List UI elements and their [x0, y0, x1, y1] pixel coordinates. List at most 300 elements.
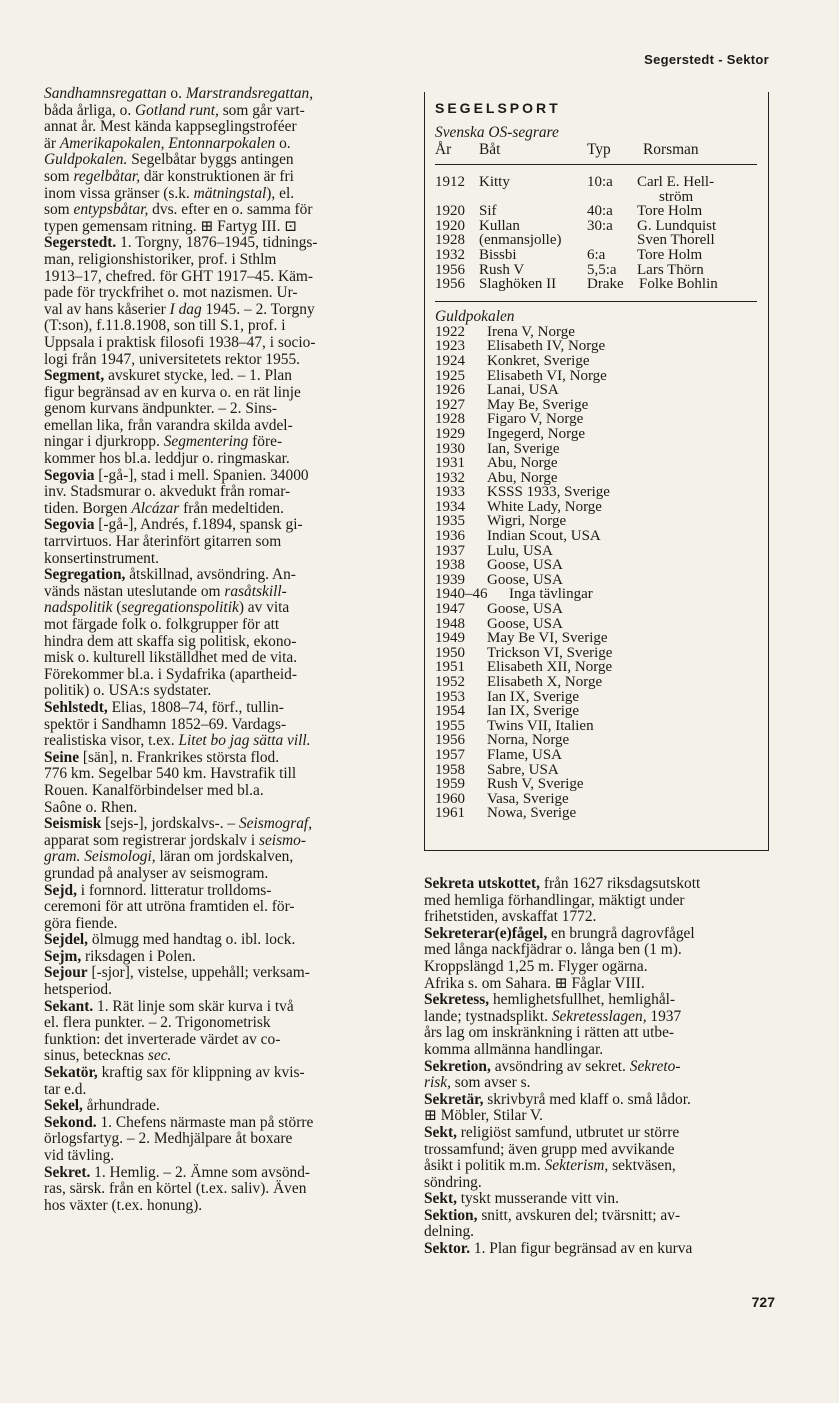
os-year-cell: 1956 [435, 261, 465, 278]
table-row [435, 354, 757, 369]
entry-text: läran om jordskalven, [155, 848, 294, 866]
gp-year-cell: 1957 [435, 746, 465, 763]
entry-text: hemlighetsfullhet, hemlighål- [489, 991, 676, 1009]
entry-line [44, 267, 388, 286]
os-name-cell: Sven Thorell [637, 232, 715, 249]
os-year-cell: 1956 [435, 276, 465, 293]
table-row [435, 763, 757, 778]
entry-line [44, 383, 388, 402]
table-row [435, 748, 757, 763]
entry-text: grundad på analyser av seismogram. [44, 864, 269, 882]
entry-line [424, 1007, 780, 1026]
entry-text: Förekommer bl.a. i Sydafrika (apartheid- [44, 665, 298, 683]
entry-line [44, 450, 388, 468]
dictionary-entry [44, 86, 388, 235]
entry-text: trossamfund; även grupp med avvikande [424, 1140, 675, 1158]
entry-line [44, 516, 388, 534]
dictionary-entry [424, 926, 780, 992]
entry-text: söndring. [424, 1173, 482, 1191]
entry-line [44, 1030, 388, 1049]
dictionary-entry [44, 1165, 388, 1215]
headword: Sejour [44, 964, 88, 982]
gp-winner-cell: Norna, Norge [487, 732, 570, 749]
headword: Sekatör, [44, 1064, 98, 1082]
entry-line [424, 1190, 780, 1208]
table-row [435, 631, 757, 646]
gp-winner-cell: Flame, USA [487, 746, 562, 763]
os-type-cell [587, 190, 637, 205]
entry-text: ), el. [266, 184, 295, 202]
entry-text: sinus, betecknas [44, 1047, 148, 1065]
entry-text: ceremoni för att utröna framtiden el. för- [44, 898, 295, 916]
entry-text: annat år. Mest kända kappseglingstroféer [44, 118, 297, 136]
os-name-cell: G. Lundquist [637, 217, 717, 234]
entry-text: delning. [424, 1223, 475, 1241]
entry-line [44, 599, 388, 617]
entry-line [44, 698, 388, 717]
os-boat-cell: Bissbi [479, 246, 517, 263]
gp-year-cell: 1928 [435, 411, 465, 428]
entry-text: båda årliga, o. [44, 101, 136, 119]
gp-winner-cell: Sabre, USA [487, 761, 559, 778]
entry-text: logi från 1947, universitetets rektor 1955. [44, 350, 301, 368]
entry-text: avskuret stycke, led. – 1. Plan [104, 367, 292, 385]
italic-term: Gotland runt, [135, 101, 219, 119]
entry-line [44, 715, 388, 734]
gp-winner-cell: Ian IX, Sverige [487, 688, 580, 705]
entry-text: snitt, avskuren del; tvärsnitt; av- [477, 1206, 681, 1224]
italic-term: nadspolitik [44, 599, 113, 617]
gp-winner-cell: Rush V, Sverige [487, 776, 584, 793]
italic-term: seismo- [258, 831, 306, 849]
dictionary-entry [44, 468, 388, 518]
table-row [435, 529, 757, 544]
entry-text: ) av vita [238, 599, 290, 617]
headword: Sekreterar(e)fågel, [424, 924, 548, 942]
dictionary-entry [424, 1208, 780, 1241]
entry-text: realistiska visor, t.ex. [44, 732, 179, 750]
entry-text: 1937 [646, 1007, 682, 1025]
left-column [44, 86, 388, 1214]
entry-text: som avser s. [450, 1074, 531, 1092]
gp-year-cell: 1958 [435, 761, 465, 778]
gp-year-cell: 1956 [435, 732, 465, 749]
gp-winner-cell: Indian Scout, USA [487, 528, 601, 545]
table-row [435, 263, 757, 278]
entry-text: o. [166, 85, 186, 102]
gp-winner-cell: Twins VII, Italien [487, 717, 594, 734]
os-name-cell: Carl E. Hell- [637, 174, 715, 190]
gp-year-cell: 1924 [435, 352, 465, 369]
entry-text: 1. Hemlig. – 2. Ämne som avsönd- [90, 1163, 311, 1181]
entry-text: som går vart- [218, 101, 305, 119]
entry-line [44, 250, 388, 269]
entry-line [44, 400, 388, 418]
entry-line [44, 103, 388, 120]
gp-year-cell: 1934 [435, 498, 465, 515]
entry-line [424, 1157, 780, 1175]
entry-line [44, 1147, 388, 1165]
gp-year-cell: 1930 [435, 440, 465, 457]
entry-text: ( [112, 599, 122, 617]
gp-winner-cell: Goose, USA [487, 571, 563, 588]
table-row [435, 175, 757, 190]
entry-text: funktion: det inverterade värdet av co- [44, 1030, 281, 1048]
headword: Sekretär, [424, 1090, 484, 1108]
page-number: 727 [751, 1294, 775, 1310]
os-type-cell: 40:a [587, 203, 613, 220]
dictionary-entry [424, 1125, 780, 1191]
os-year-cell [435, 190, 479, 205]
italic-term: gram. Seismologi, [44, 848, 156, 866]
gp-winner-cell: Goose, USA [487, 557, 563, 574]
entry-text: tar e.d. [44, 1080, 87, 1098]
entry-text: vänds nästan uteslutande om [44, 582, 225, 600]
entry-text: som [44, 167, 74, 185]
os-name-cell: Tore Holm [637, 246, 703, 263]
os-heading: Svenska OS-segrare [435, 124, 559, 141]
entry-text: misk o. kulturell likställdhet med de vita. [44, 649, 298, 667]
headword: Sejdel, [44, 931, 89, 949]
entry-text: Afrika s. om Sahara. ⊞ Fåglar VIII. [424, 974, 645, 992]
italic-term: Alcázar [131, 499, 180, 517]
entry-text: där konstruktionen är fri [140, 167, 294, 185]
entry-line [44, 1014, 388, 1032]
headword: Sehlstedt, [44, 698, 108, 716]
entry-line [424, 1074, 780, 1092]
gp-year-cell: 1950 [435, 644, 465, 661]
gp-winner-cell: Wigri, Norge [487, 513, 567, 530]
dictionary-entry [44, 517, 388, 567]
entry-line [424, 1223, 780, 1241]
entry-text: inv. Stadsmurar o. akvedukt från romar- [44, 483, 291, 501]
os-boat-cell: Sif [479, 203, 497, 220]
gp-year-cell: 1931 [435, 455, 465, 472]
entry-line [44, 632, 388, 651]
table-row [435, 485, 757, 500]
gp-winner-cell: Lulu, USA [487, 542, 553, 559]
entry-line [44, 499, 388, 518]
entry-text: åtskillnad, avsöndring. An- [125, 566, 296, 584]
entry-text: man, religionshistoriker, prof. i Sthlm [44, 250, 277, 268]
os-year-cell: 1920 [435, 217, 465, 234]
entry-line [44, 1064, 388, 1082]
os-table-header [435, 141, 757, 165]
entry-text: inom vissa gränser (s.k. [44, 184, 194, 202]
table-row [435, 500, 757, 515]
gp-year-cell: 1926 [435, 382, 465, 399]
entry-text: 1. Torgny, 1876–1945, tidnings- [116, 234, 318, 252]
entry-line [44, 1047, 388, 1065]
entry-line [44, 981, 388, 999]
entry-line [44, 119, 388, 136]
italic-term: Litet bo jag sätta vill. [178, 732, 311, 750]
entry-line [44, 219, 388, 236]
headword: Seine [44, 748, 80, 766]
entry-line [44, 136, 388, 153]
italic-term: rasåtskill- [224, 582, 287, 600]
table-row [435, 617, 757, 632]
os-boat-cell: Rush V [479, 261, 525, 278]
gp-year-cell: 1954 [435, 703, 465, 720]
entry-line [44, 1113, 388, 1132]
table-row [435, 660, 757, 675]
entry-text: ölmugg med handtag o. ibl. lock. [88, 931, 296, 949]
dictionary-entry [424, 876, 780, 926]
entry-text: med långa nackfjädrar o. långa ben (1 m). [424, 941, 682, 959]
entry-text: är [44, 134, 60, 152]
headword: Sejd, [44, 881, 77, 899]
entry-text: örlogsfartyg. – 2. Medhjälpare åt boxare [44, 1130, 293, 1148]
gp-winner-cell: May Be, Sverige [487, 396, 589, 413]
entry-text: 1. Plan figur begränsad av en kurva [470, 1240, 693, 1258]
col-type: Typ [587, 141, 611, 158]
entry-line [44, 997, 388, 1016]
entry-line [44, 1080, 388, 1099]
os-name-cell: Folke Bohlin [639, 276, 718, 293]
entry-line [424, 941, 780, 959]
table-row [435, 427, 757, 442]
entry-text: tiden. Borgen [44, 499, 132, 517]
table-row [435, 792, 757, 807]
table-row [435, 719, 757, 734]
gp-heading: Guldpokalen [435, 307, 515, 325]
dictionary-entry [44, 932, 388, 949]
entry-text: hetsperiod. [44, 981, 112, 999]
entry-line [44, 682, 388, 700]
table-row [435, 456, 757, 471]
entry-line [44, 616, 388, 634]
entry-text: dvs. efter en o. samma för [148, 201, 313, 219]
gp-year-cell: 1949 [435, 630, 465, 647]
entry-text: ningar i djurkropp. [44, 433, 164, 451]
gp-year-cell: 1932 [435, 469, 465, 486]
dictionary-entry [44, 567, 388, 700]
entry-line [44, 367, 388, 385]
entry-line [44, 914, 388, 933]
entry-line [44, 1130, 388, 1148]
headword: Sekreta utskottet, [424, 875, 540, 892]
gp-winner-cell: KSSS 1933, Sverige [487, 484, 610, 501]
entry-text: med hemliga förhandlingar, mäktigt under [424, 891, 685, 909]
entry-line [44, 483, 388, 501]
entry-line [44, 781, 388, 800]
gp-year-cell: 1935 [435, 513, 465, 530]
gp-year-cell: 1948 [435, 615, 465, 632]
entry-line [44, 333, 388, 352]
entry-text: 776 km. Segelbar 540 km. Havstrafik till [44, 765, 297, 783]
entry-text: Rouen. Kanalförbindelser med bl.a. [44, 781, 264, 799]
entry-text: sektväsen, [608, 1157, 676, 1175]
entry-line [424, 974, 780, 993]
entry-line [424, 1123, 780, 1142]
italic-term: mätningstal [193, 184, 267, 202]
os-boat-cell [479, 190, 587, 205]
entry-text: skrivbyrå med klaff o. små lådor. [483, 1090, 691, 1108]
table-row [435, 514, 757, 529]
table-row [435, 777, 757, 792]
entry-line [44, 947, 388, 966]
dictionary-entry [44, 883, 388, 933]
gp-winner-cell: Lanai, USA [487, 382, 559, 399]
entry-line [44, 898, 388, 916]
entry-text: (T:son), f.11.8.1908, son till S.1, prof. i [44, 317, 286, 335]
os-type-cell: 5,5:a [587, 261, 617, 278]
dictionary-entry [44, 816, 388, 882]
table-row [435, 204, 757, 219]
os-name-cell: Tore Holm [637, 203, 703, 220]
headword: Sektor. [424, 1240, 471, 1258]
dictionary-entry [44, 1098, 388, 1115]
gp-year-cell: 1947 [435, 601, 465, 618]
italic-term: Amerikapokalen, Entonnarpokalen [59, 134, 276, 152]
dictionary-entry [424, 1241, 780, 1258]
entry-line [424, 1057, 780, 1076]
headword: Segregation, [44, 566, 126, 584]
gp-year-cell: 1955 [435, 717, 465, 734]
entry-line [44, 186, 388, 203]
italic-term: Segmentering [163, 433, 249, 451]
table-row [435, 587, 757, 602]
dictionary-entry [424, 1059, 780, 1092]
entry-text: före- [248, 433, 283, 451]
entry-text: komma allmänna handlingar. [424, 1040, 604, 1058]
table-row [435, 233, 757, 248]
gp-winner-cell: May Be VI, Sverige [487, 630, 608, 647]
dictionary-entry [44, 368, 388, 468]
italic-term: segregationspolitik [121, 599, 239, 617]
table-row [435, 558, 757, 573]
entry-line [424, 891, 780, 910]
entry-line [424, 1040, 780, 1059]
italic-term: sec. [147, 1047, 172, 1065]
entry-text: 1913–17, chefred. för GHT 1917–45. Käm- [44, 267, 313, 285]
entry-line [44, 582, 388, 601]
dictionary-entry [424, 992, 780, 1058]
gp-winner-cell: Abu, Norge [487, 469, 558, 486]
entry-text: emellan lika, från varandra skilda avdel- [44, 416, 293, 434]
os-type-cell: 30:a [587, 217, 613, 234]
headword: Sekt, [424, 1190, 457, 1208]
headword: Segovia [44, 466, 95, 484]
gp-year-cell: 1953 [435, 688, 465, 705]
headword: Seismisk [44, 815, 102, 833]
headword: Segovia [44, 516, 95, 534]
table-row [435, 442, 757, 457]
dictionary-entry [44, 949, 388, 966]
gp-year-cell: 1936 [435, 528, 465, 545]
gp-year-cell: 1925 [435, 367, 465, 384]
table-divider [435, 301, 757, 302]
gp-year-cell: 1940–46 [435, 586, 488, 603]
entry-text: som [44, 201, 74, 219]
italic-term: Sekterism, [544, 1157, 609, 1175]
headword: Sekt, [424, 1123, 457, 1141]
dictionary-entry [424, 1191, 780, 1208]
sidebar-content [435, 120, 757, 821]
entry-text: politik) o. USA:s sydstater. [44, 682, 212, 700]
gp-winner-cell: Goose, USA [487, 601, 563, 618]
entry-line [44, 732, 388, 750]
italic-term: Seismograf, [238, 815, 313, 833]
entry-text: 1945. – 2. Torgny [201, 300, 315, 318]
os-year-cell: 1912 [435, 174, 465, 190]
entry-text: hindra dem att skaffa sig politisk, ekono- [44, 632, 297, 650]
entry-line [424, 1173, 780, 1192]
dictionary-entry [44, 700, 388, 750]
dictionary-entry [44, 1115, 388, 1165]
entry-text: konsertinstrument. [44, 549, 159, 567]
table-row [435, 339, 757, 354]
entry-text: [-sjor], vistelse, uppehåll; verksam- [87, 964, 310, 982]
entry-text: el. flera punkter. – 2. Trigonometrisk [44, 1014, 271, 1032]
table-row [435, 190, 757, 205]
entry-line [44, 86, 388, 103]
table-row [435, 219, 757, 234]
italic-term: Sandhamnsregattan [44, 85, 167, 102]
right-column [424, 876, 780, 1258]
dictionary-entry [44, 750, 388, 816]
entry-line [44, 765, 388, 783]
entry-text: tyskt musserande vitt vin. [456, 1190, 619, 1208]
gp-winner-cell: Ingegerd, Norge [487, 425, 586, 442]
entry-text: frihetstiden, avskaffat 1772. [424, 908, 597, 926]
os-boat-cell: Kitty [479, 174, 510, 190]
entry-line [44, 466, 388, 485]
gp-year-cell: 1922 [435, 323, 465, 340]
gp-winner-cell: Elisabeth XII, Norge [487, 659, 613, 676]
headword: Sekant. [44, 997, 94, 1015]
gp-winner-cell: Ian IX, Sverige [487, 703, 580, 720]
gp-year-cell: 1937 [435, 542, 465, 559]
gp-winner-cell: Elisabeth VI, Norge [487, 367, 607, 384]
entry-line [424, 908, 780, 926]
dictionary-entry [44, 1065, 388, 1098]
table-row [435, 412, 757, 427]
table-row [435, 733, 757, 748]
entry-line [44, 815, 388, 833]
dictionary-entry [44, 235, 388, 368]
entry-text: göra fiende. [44, 914, 118, 932]
entry-line [424, 1206, 780, 1225]
dictionary-entry [44, 999, 388, 1065]
entry-line [44, 798, 388, 817]
italic-term: I dag [169, 300, 202, 318]
entry-text: typen gemensam ritning. ⊞ Fartyg III. ⊡ [44, 217, 298, 235]
gp-table-body [435, 325, 757, 821]
table-row [435, 398, 757, 413]
entry-text: spektör i Sandhamn 1852–69. Vardags- [44, 715, 287, 733]
italic-term: risk, [424, 1074, 451, 1092]
entry-line [424, 991, 780, 1009]
headword: Sejm, [44, 947, 82, 965]
entry-line [44, 533, 388, 551]
os-year-cell: 1928 [435, 232, 465, 249]
entry-text: tarrvirtuos. Har återinfört gitarren som [44, 533, 282, 551]
gp-year-cell: 1952 [435, 674, 465, 690]
gp-winner-cell: White Lady, Norge [487, 498, 602, 515]
os-type-cell: 10:a [587, 174, 613, 190]
entry-text: figur begränsad av en kurva o. en rät linje [44, 383, 301, 401]
entry-line [424, 957, 780, 976]
entry-line [44, 848, 388, 866]
os-boat-cell: Slaghöken II [479, 276, 557, 293]
os-type-cell: 6:a [587, 246, 606, 263]
italic-term: entypsbåtar, [73, 201, 149, 219]
segelsport-sidebar [424, 92, 769, 851]
os-boat-cell: Kullan [479, 217, 520, 234]
table-row [435, 690, 757, 705]
